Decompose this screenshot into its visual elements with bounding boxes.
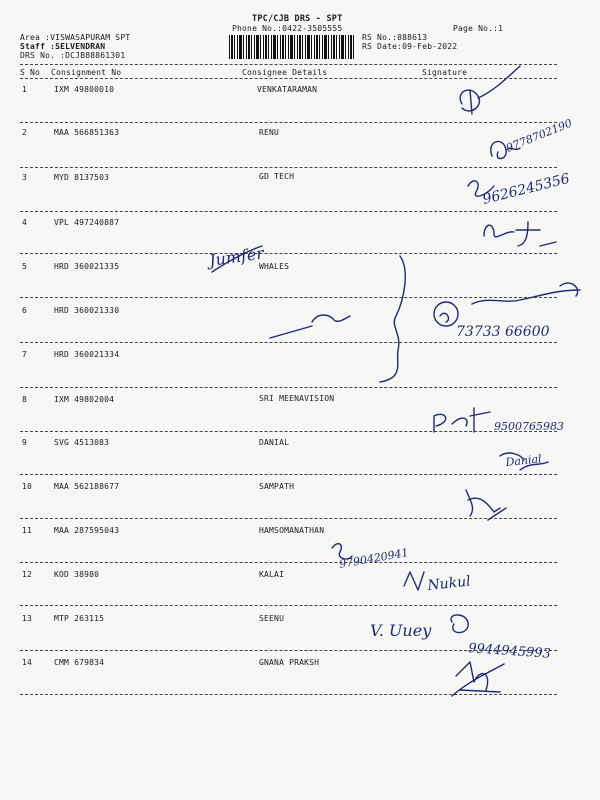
row-consignment: IXM 49800010 [54, 85, 115, 94]
row-sno: 9 [22, 438, 28, 447]
row-consignee: SAMPATH [259, 482, 295, 491]
rs-number: RS No.:888613 [362, 33, 428, 42]
signature-row8 [434, 408, 490, 432]
row-consignee: RENU [259, 128, 280, 137]
row-consignee: GD TECH [259, 172, 295, 181]
column-header-consignment: Consignment No [51, 68, 122, 77]
signature-row1 [460, 66, 520, 114]
row-sno: 5 [22, 262, 28, 271]
signature-row4 [484, 222, 556, 246]
signature-row13 [451, 615, 468, 633]
row-consignee: GNANA PRAKSH [259, 658, 320, 667]
handwritten-phone-row13: 9944945993 [467, 641, 552, 662]
row-consignment: HRD 360021335 [54, 262, 120, 271]
row-consignment: SVG 4513083 [54, 438, 110, 447]
document-title: TPC/CJB DRS - SPT [252, 14, 343, 24]
handwritten-phone-row8: 9500765983 [494, 420, 564, 433]
row-consignment: MAA 562188677 [54, 482, 120, 491]
row-sno: 2 [22, 128, 28, 137]
row-sno: 11 [22, 526, 33, 535]
row-consignee: SEENU [259, 614, 285, 623]
signature-row14 [452, 662, 504, 696]
signature-row10 [466, 490, 506, 520]
signature-row6 [270, 315, 350, 338]
row-sno: 6 [22, 306, 28, 315]
handwritten-phone-row3: 9626245356 [481, 170, 572, 208]
row-consignment: MYD 8137503 [54, 173, 110, 182]
handwritten-name-row5: Jumfer [207, 243, 265, 270]
handwritten-name-row12: Nukul [426, 573, 472, 594]
bracket-rows-5-7 [380, 256, 405, 382]
row-sno: 8 [22, 395, 28, 404]
column-header-consignee: Consignee Details [242, 68, 328, 77]
row-sno: 10 [22, 482, 33, 491]
rs-date: RS Date:09-Feb-2022 [362, 42, 458, 51]
row-sno: 13 [22, 614, 33, 623]
row-sno: 7 [22, 350, 28, 359]
phone-number: Phone No.:0422-3505555 [232, 24, 343, 33]
row-consignee: WHALES [259, 262, 290, 271]
row-consignment: MAA 287595043 [54, 526, 120, 535]
row-consignment: HRD 360021330 [54, 306, 120, 315]
row-sno: 1 [22, 85, 28, 94]
handwritten-name-row9: Danial [504, 452, 543, 469]
row-consignment: KOD 38980 [54, 570, 100, 579]
handwritten-phone-row2: 9778702190 [504, 116, 575, 155]
row-sno: 14 [22, 658, 33, 667]
handwritten-name-row13: V. Uuey [370, 621, 432, 640]
signature-row6-circled [434, 283, 580, 326]
row-consignment: MAA 566851363 [54, 128, 120, 137]
row-consignee: HAMSOMANATHAN [259, 526, 325, 535]
row-consignment: VPL 497240887 [54, 218, 120, 227]
row-consignment: CMM 679834 [54, 658, 105, 667]
row-consignee: KALAI [259, 570, 285, 579]
handwritten-phone-row6: 73733 66600 [456, 324, 550, 340]
area-label: Area :VISWASAPURAM SPT [20, 33, 131, 42]
column-header-signature: Signature [422, 68, 468, 77]
row-sno: 4 [22, 218, 28, 227]
signature-row12 [404, 572, 424, 590]
row-consignee: DANIAL [259, 438, 290, 447]
page-number: Page No.:1 [453, 24, 504, 33]
row-consignee: SRI MEENAVISION [259, 394, 335, 403]
row-consignment: IXM 49802004 [54, 395, 115, 404]
row-consignment: MTP 263115 [54, 614, 105, 623]
drs-number: DRS No. :DCJB88861301 [20, 51, 126, 60]
row-sno: 12 [22, 570, 33, 579]
handwritten-phone-row11: 9790420941 [338, 545, 410, 571]
row-consignee: VENKATARAMAN [257, 85, 318, 94]
row-consignment: HRD 360021334 [54, 350, 120, 359]
column-header-sno: S No [20, 68, 41, 77]
row-sno: 3 [22, 173, 28, 182]
signature-row5 [205, 243, 266, 272]
staff-label: Staff :SELVENDRAN [20, 42, 106, 51]
